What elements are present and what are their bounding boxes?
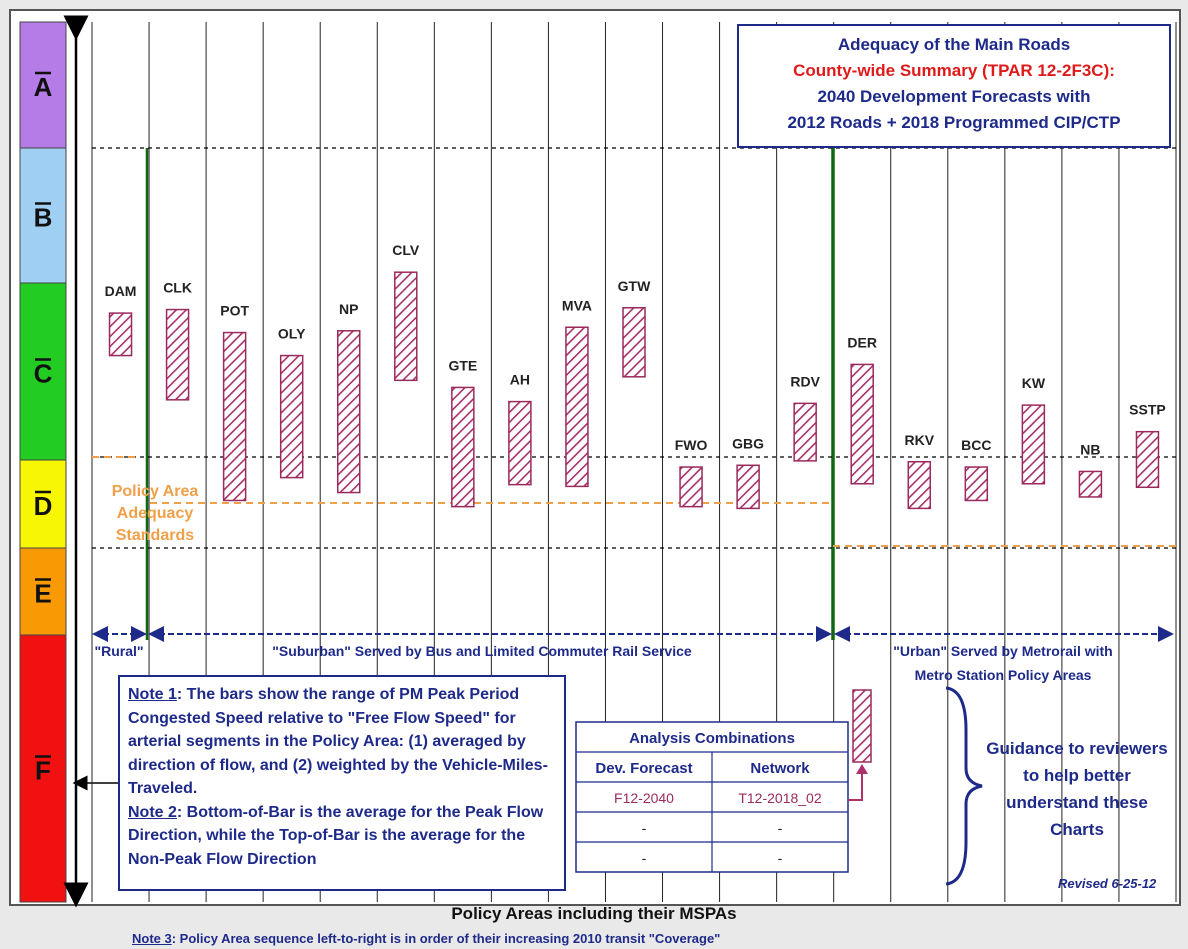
note-3-text: : Policy Area sequence left-to-right is in order of their increasing 2010 transit "Coverage" <box>171 931 721 946</box>
range-bar-gbg <box>737 465 759 508</box>
category-label-oly: OLY <box>277 325 306 342</box>
x-axis-title: Policy Areas including their MSPAs <box>451 904 737 923</box>
category-label-gte: GTE <box>448 357 478 374</box>
table-cell: F12-2040 <box>614 790 674 806</box>
guidance-text: Guidance to reviewers to help better understand these Charts <box>986 739 1168 839</box>
category-label-rdv: RDV <box>790 373 820 390</box>
range-bar-mva <box>566 327 588 486</box>
note-3-label: Note 3 <box>132 931 172 946</box>
category-label-kw: KW <box>1021 375 1046 392</box>
table-cell: - <box>641 850 647 866</box>
urban-label-line-1: "Urban" Served by Metrorail with <box>893 643 1113 659</box>
note-1-label: Note 1 <box>128 686 177 703</box>
range-bar-pot <box>224 333 246 501</box>
notes-box <box>118 675 566 891</box>
category-label-clk: CLK <box>163 279 192 296</box>
table-header: Analysis Combinations <box>629 730 795 747</box>
table-cell: - <box>777 820 783 836</box>
rural-label: "Rural" <box>94 643 144 659</box>
category-label-clv: CLV <box>392 242 420 259</box>
table-cell: - <box>641 820 647 836</box>
category-label-gtw: GTW <box>617 277 651 294</box>
category-label-sstp: SSTP <box>1129 401 1166 418</box>
range-bar-rkv <box>908 462 930 509</box>
category-label-pot: POT <box>220 302 250 319</box>
range-bar-der <box>851 364 873 483</box>
range-bar-clk <box>167 310 189 400</box>
category-label-ah: AH <box>509 371 531 388</box>
grade-label-b: B <box>33 202 53 233</box>
range-bar-nb <box>1079 471 1101 497</box>
category-label-bcc: BCC <box>961 437 992 454</box>
chart-subtitle-line-1: 2040 Development Forecasts with <box>817 87 1091 106</box>
standards-label-line: Policy Area <box>111 483 199 500</box>
chart-title-box <box>737 24 1171 148</box>
category-label-fwo: FWO <box>674 437 708 454</box>
category-label-dam: DAM <box>104 283 137 300</box>
category-label-rkv: RKV <box>904 431 935 448</box>
range-bar-fwo <box>680 467 702 507</box>
category-label-np: NP <box>339 300 359 317</box>
chart-subtitle-red: County-wide Summary (TPAR 12-2F3C): <box>793 61 1115 80</box>
note-2-text: : Bottom-of-Bar is the average for the Peak Flow Direction, while the Top-of-Bar is the average for the Non-Peak Flow Direction <box>128 803 544 868</box>
range-bar-kw <box>1022 405 1044 484</box>
range-bar-np <box>338 331 360 493</box>
grade-label-f: F <box>35 755 51 786</box>
range-bar-oly <box>281 356 303 478</box>
revised-date: Revised 6-25-12 <box>1058 876 1157 891</box>
range-bar-clv <box>395 272 417 380</box>
range-bar-ah <box>509 402 531 485</box>
range-bar-sstp <box>1136 432 1158 488</box>
range-bar-dam <box>110 313 132 355</box>
note-1-text: : The bars show the range of PM Peak Period Congested Speed relative to "Free Flow Speed" for arterial segments in the Policy Area: (1) averaged by direction of flow, and (2) weighted by the Vehicle-Miles-Traveled. <box>128 686 548 797</box>
standards-label-line: Standards <box>115 527 195 544</box>
grade-label-c: C <box>33 358 53 389</box>
table-cell: - <box>777 850 783 866</box>
note-2-label: Note 2 <box>128 803 177 821</box>
category-label-nb: NB <box>1080 441 1101 458</box>
grade-label-d: D <box>33 491 53 521</box>
table-column-header: Network <box>750 760 810 777</box>
chart-title: Adequacy of the Main Roads <box>837 35 1071 54</box>
note-3 <box>132 931 720 946</box>
range-bar-bcc <box>965 467 987 500</box>
category-label-mva: MVA <box>561 297 592 314</box>
category-label-der: DER <box>847 334 877 351</box>
grade-label-a: A <box>33 72 53 102</box>
suburban-label: "Suburban" Served by Bus and Limited Commuter Rail Service <box>272 643 692 659</box>
example-bar <box>853 690 871 762</box>
urban-label-line-2: Metro Station Policy Areas <box>914 667 1092 683</box>
table-cell: T12-2018_02 <box>738 790 822 806</box>
table-column-header: Dev. Forecast <box>595 760 693 777</box>
category-label-gbg: GBG <box>732 435 765 452</box>
chart-subtitle-line-2: 2012 Roads + 2018 Programmed CIP/CTP <box>787 113 1121 132</box>
standards-label-line: Adequacy <box>116 505 194 522</box>
range-bar-gtw <box>623 308 645 377</box>
range-bar-rdv <box>794 403 816 461</box>
grade-label-e: E <box>34 578 52 609</box>
range-bar-gte <box>452 387 474 506</box>
